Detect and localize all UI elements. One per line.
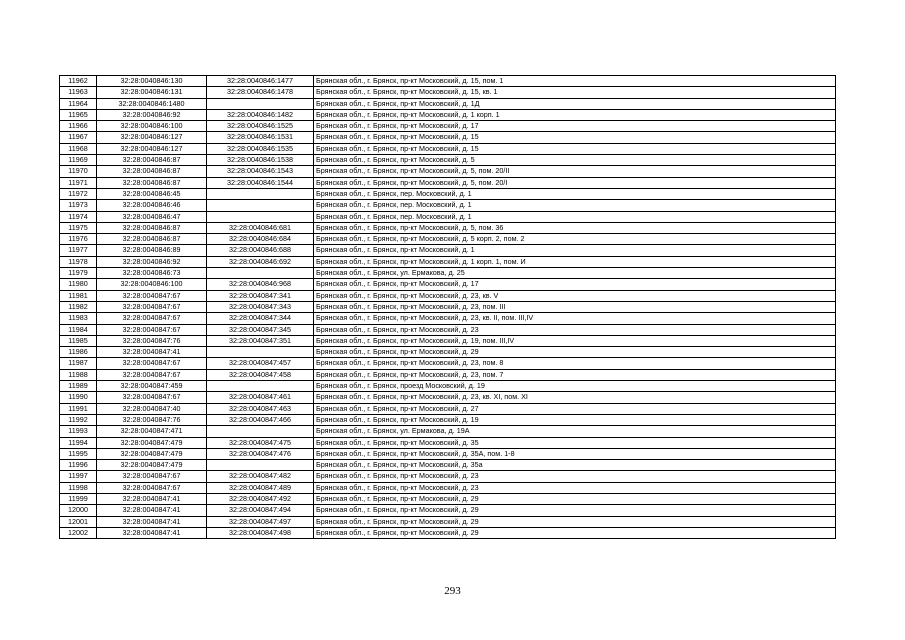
- address-cell: Брянская обл., г. Брянск, пр-кт Московский, д. 1Д: [314, 98, 836, 109]
- address-cell: Брянская обл., г. Брянск, пр-кт Московский, д. 1 корп. 1: [314, 109, 836, 120]
- table-row: [60, 369, 836, 380]
- table-row: [60, 290, 836, 301]
- object-cadastral-number-cell: [207, 460, 314, 471]
- address-cell: Брянская обл., г. Брянск, пер. Московский, д. 1: [314, 200, 836, 211]
- address-cell: Брянская обл., г. Брянск, пр-кт Московский, д. 29: [314, 527, 836, 538]
- parcel-cadastral-number-cell: 32:28:0040847:67: [97, 358, 207, 369]
- address-cell: Брянская обл., г. Брянск, пр-кт Московский, д. 1 корп. 1, пом. И: [314, 256, 836, 267]
- parcel-cadastral-number-cell: 32:28:0040847:41: [97, 516, 207, 527]
- parcel-cadastral-number-cell: 32:28:0040846:46: [97, 200, 207, 211]
- row-number-cell: 11996: [60, 460, 97, 471]
- object-cadastral-number-cell: 32:28:0040847:476: [207, 448, 314, 459]
- address-cell: Брянская обл., г. Брянск, пр-кт Московский, д. 19, пом. III,IV: [314, 335, 836, 346]
- row-number-cell: 11971: [60, 177, 97, 188]
- table-row: [60, 493, 836, 504]
- parcel-cadastral-number-cell: 32:28:0040847:67: [97, 392, 207, 403]
- parcel-cadastral-number-cell: 32:28:0040846:87: [97, 234, 207, 245]
- table-row: [60, 527, 836, 538]
- table-row: [60, 516, 836, 527]
- row-number-cell: 11964: [60, 98, 97, 109]
- object-cadastral-number-cell: 32:28:0040847:463: [207, 403, 314, 414]
- row-number-cell: 11998: [60, 482, 97, 493]
- address-cell: Брянская обл., г. Брянск, пр-кт Московский, д. 23, кв. II, пом. III,IV: [314, 313, 836, 324]
- parcel-cadastral-number-cell: 32:28:0040847:67: [97, 471, 207, 482]
- object-cadastral-number-cell: 32:28:0040846:1482: [207, 109, 314, 120]
- table-row: [60, 279, 836, 290]
- parcel-cadastral-number-cell: 32:28:0040846:127: [97, 132, 207, 143]
- parcel-cadastral-number-cell: 32:28:0040847:67: [97, 301, 207, 312]
- table-row: [60, 132, 836, 143]
- table-row: [60, 177, 836, 188]
- table-row: [60, 358, 836, 369]
- object-cadastral-number-cell: 32:28:0040846:968: [207, 279, 314, 290]
- address-cell: Брянская обл., г. Брянск, пр-кт Московский, д. 35А, пом. 1-8: [314, 448, 836, 459]
- object-cadastral-number-cell: 32:28:0040847:498: [207, 527, 314, 538]
- object-cadastral-number-cell: 32:28:0040846:1478: [207, 87, 314, 98]
- address-cell: Брянская обл., г. Брянск, пр-кт Московский, д. 23: [314, 324, 836, 335]
- address-cell: Брянская обл., г. Брянск, пр-кт Московский, д. 23, кв. V: [314, 290, 836, 301]
- address-cell: Брянская обл., г. Брянск, пр-кт Московский, д. 35а: [314, 460, 836, 471]
- row-number-cell: 11994: [60, 437, 97, 448]
- object-cadastral-number-cell: 32:28:0040847:466: [207, 414, 314, 425]
- table-row: [60, 109, 836, 120]
- address-cell: Брянская обл., г. Брянск, пер. Московский, д. 1: [314, 211, 836, 222]
- row-number-cell: 11978: [60, 256, 97, 267]
- object-cadastral-number-cell: 32:28:0040846:1525: [207, 121, 314, 132]
- row-number-cell: 11965: [60, 109, 97, 120]
- registry-table: [59, 75, 836, 539]
- row-number-cell: 11972: [60, 188, 97, 199]
- object-cadastral-number-cell: 32:28:0040846:1535: [207, 143, 314, 154]
- object-cadastral-number-cell: 32:28:0040846:1531: [207, 132, 314, 143]
- address-cell: Брянская обл., г. Брянск, пр-кт Московский, д. 15: [314, 143, 836, 154]
- row-number-cell: 11986: [60, 347, 97, 358]
- address-cell: Брянская обл., г. Брянск, пер. Московский, д. 1: [314, 188, 836, 199]
- address-cell: Брянская обл., г. Брянск, пр-кт Московский, д. 1: [314, 245, 836, 256]
- object-cadastral-number-cell: [207, 98, 314, 109]
- parcel-cadastral-number-cell: 32:28:0040846:92: [97, 109, 207, 120]
- parcel-cadastral-number-cell: 32:28:0040846:45: [97, 188, 207, 199]
- row-number-cell: 11976: [60, 234, 97, 245]
- parcel-cadastral-number-cell: 32:28:0040847:67: [97, 324, 207, 335]
- object-cadastral-number-cell: 32:28:0040846:684: [207, 234, 314, 245]
- row-number-cell: 12002: [60, 527, 97, 538]
- object-cadastral-number-cell: [207, 211, 314, 222]
- object-cadastral-number-cell: [207, 347, 314, 358]
- row-number-cell: 11977: [60, 245, 97, 256]
- row-number-cell: 11983: [60, 313, 97, 324]
- row-number-cell: 11988: [60, 369, 97, 380]
- table-row: [60, 268, 836, 279]
- address-cell: Брянская обл., г. Брянск, пр-кт Московский, д. 23: [314, 471, 836, 482]
- parcel-cadastral-number-cell: 32:28:0040847:67: [97, 290, 207, 301]
- address-cell: Брянская обл., г. Брянск, пр-кт Московский, д. 29: [314, 516, 836, 527]
- table-row: [60, 426, 836, 437]
- address-cell: Брянская обл., г. Брянск, пр-кт Московский, д. 23, кв. XI, пом. XI: [314, 392, 836, 403]
- address-cell: Брянская обл., г. Брянск, пр-кт Московский, д. 15: [314, 132, 836, 143]
- row-number-cell: 11979: [60, 268, 97, 279]
- row-number-cell: 11992: [60, 414, 97, 425]
- parcel-cadastral-number-cell: 32:28:0040846:87: [97, 166, 207, 177]
- row-number-cell: 11963: [60, 87, 97, 98]
- table-row: [60, 143, 836, 154]
- address-cell: Брянская обл., г. Брянск, ул. Ермакова, д. 25: [314, 268, 836, 279]
- object-cadastral-number-cell: 32:28:0040847:489: [207, 482, 314, 493]
- address-cell: Брянская обл., г. Брянск, пр-кт Московский, д. 5, пом. 36: [314, 222, 836, 233]
- object-cadastral-number-cell: 32:28:0040847:482: [207, 471, 314, 482]
- table-row: [60, 460, 836, 471]
- row-number-cell: 11975: [60, 222, 97, 233]
- table-row: [60, 211, 836, 222]
- parcel-cadastral-number-cell: 32:28:0040846:130: [97, 76, 207, 87]
- address-cell: Брянская обл., г. Брянск, пр-кт Московский, д. 5 корп. 2, пом. 2: [314, 234, 836, 245]
- address-cell: Брянская обл., г. Брянск, пр-кт Московский, д. 5, пом. 20/I: [314, 177, 836, 188]
- parcel-cadastral-number-cell: 32:28:0040847:41: [97, 505, 207, 516]
- table-row: [60, 121, 836, 132]
- row-number-cell: 11967: [60, 132, 97, 143]
- page-number: 293: [444, 585, 461, 597]
- object-cadastral-number-cell: 32:28:0040846:1538: [207, 155, 314, 166]
- parcel-cadastral-number-cell: 32:28:0040847:479: [97, 460, 207, 471]
- row-number-cell: 11974: [60, 211, 97, 222]
- object-cadastral-number-cell: [207, 188, 314, 199]
- address-cell: Брянская обл., г. Брянск, пр-кт Московский, д. 29: [314, 493, 836, 504]
- address-cell: Брянская обл., г. Брянск, пр-кт Московский, д. 23, пом. III: [314, 301, 836, 312]
- row-number-cell: 11970: [60, 166, 97, 177]
- parcel-cadastral-number-cell: 32:28:0040847:67: [97, 369, 207, 380]
- row-number-cell: 11995: [60, 448, 97, 459]
- row-number-cell: 11966: [60, 121, 97, 132]
- parcel-cadastral-number-cell: 32:28:0040847:41: [97, 527, 207, 538]
- object-cadastral-number-cell: [207, 268, 314, 279]
- row-number-cell: 11981: [60, 290, 97, 301]
- object-cadastral-number-cell: 32:28:0040846:692: [207, 256, 314, 267]
- table-row: [60, 335, 836, 346]
- table-row: [60, 76, 836, 87]
- table-row: [60, 256, 836, 267]
- parcel-cadastral-number-cell: 32:28:0040846:87: [97, 222, 207, 233]
- table-row: [60, 437, 836, 448]
- object-cadastral-number-cell: 32:28:0040846:1477: [207, 76, 314, 87]
- table-row: [60, 403, 836, 414]
- object-cadastral-number-cell: 32:28:0040846:1543: [207, 166, 314, 177]
- table-row: [60, 234, 836, 245]
- parcel-cadastral-number-cell: 32:28:0040846:89: [97, 245, 207, 256]
- object-cadastral-number-cell: 32:28:0040846:1544: [207, 177, 314, 188]
- table-row: [60, 155, 836, 166]
- row-number-cell: 11973: [60, 200, 97, 211]
- table-row: [60, 482, 836, 493]
- table-row: [60, 98, 836, 109]
- address-cell: Брянская обл., г. Брянск, пр-кт Московский, д. 15, кв. 1: [314, 87, 836, 98]
- row-number-cell: 11980: [60, 279, 97, 290]
- row-number-cell: 11962: [60, 76, 97, 87]
- row-number-cell: 11985: [60, 335, 97, 346]
- parcel-cadastral-number-cell: 32:28:0040847:471: [97, 426, 207, 437]
- row-number-cell: 11982: [60, 301, 97, 312]
- parcel-cadastral-number-cell: 32:28:0040846:92: [97, 256, 207, 267]
- row-number-cell: 11969: [60, 155, 97, 166]
- address-cell: Брянская обл., г. Брянск, пр-кт Московский, д. 5: [314, 155, 836, 166]
- object-cadastral-number-cell: [207, 426, 314, 437]
- table-row: [60, 414, 836, 425]
- row-number-cell: 11968: [60, 143, 97, 154]
- object-cadastral-number-cell: 32:28:0040847:351: [207, 335, 314, 346]
- parcel-cadastral-number-cell: 32:28:0040847:67: [97, 482, 207, 493]
- object-cadastral-number-cell: 32:28:0040847:497: [207, 516, 314, 527]
- row-number-cell: 11984: [60, 324, 97, 335]
- address-cell: Брянская обл., г. Брянск, пр-кт Московский, д. 23, пом. 7: [314, 369, 836, 380]
- table-row: [60, 222, 836, 233]
- table-row: [60, 188, 836, 199]
- table-row: [60, 87, 836, 98]
- parcel-cadastral-number-cell: 32:28:0040846:100: [97, 279, 207, 290]
- table-row: [60, 392, 836, 403]
- object-cadastral-number-cell: 32:28:0040847:345: [207, 324, 314, 335]
- parcel-cadastral-number-cell: 32:28:0040847:76: [97, 414, 207, 425]
- parcel-cadastral-number-cell: 32:28:0040847:41: [97, 493, 207, 504]
- object-cadastral-number-cell: 32:28:0040847:343: [207, 301, 314, 312]
- parcel-cadastral-number-cell: 32:28:0040846:127: [97, 143, 207, 154]
- row-number-cell: 11990: [60, 392, 97, 403]
- table-row: [60, 301, 836, 312]
- table-row: [60, 347, 836, 358]
- address-cell: Брянская обл., г. Брянск, пр-кт Московский, д. 15, пом. 1: [314, 76, 836, 87]
- address-cell: Брянская обл., г. Брянск, пр-кт Московский, д. 29: [314, 505, 836, 516]
- object-cadastral-number-cell: 32:28:0040847:461: [207, 392, 314, 403]
- object-cadastral-number-cell: 32:28:0040847:457: [207, 358, 314, 369]
- parcel-cadastral-number-cell: 32:28:0040847:67: [97, 313, 207, 324]
- table-row: [60, 471, 836, 482]
- object-cadastral-number-cell: [207, 200, 314, 211]
- object-cadastral-number-cell: 32:28:0040847:344: [207, 313, 314, 324]
- table-row: [60, 313, 836, 324]
- address-cell: Брянская обл., г. Брянск, пр-кт Московский, д. 23: [314, 482, 836, 493]
- parcel-cadastral-number-cell: 32:28:0040846:1480: [97, 98, 207, 109]
- parcel-cadastral-number-cell: 32:28:0040847:76: [97, 335, 207, 346]
- row-number-cell: 11991: [60, 403, 97, 414]
- registry-table-body: [60, 76, 836, 539]
- object-cadastral-number-cell: 32:28:0040847:475: [207, 437, 314, 448]
- address-cell: Брянская обл., г. Брянск, пр-кт Московский, д. 17: [314, 279, 836, 290]
- address-cell: Брянская обл., г. Брянск, пр-кт Московский, д. 35: [314, 437, 836, 448]
- parcel-cadastral-number-cell: 32:28:0040846:100: [97, 121, 207, 132]
- address-cell: Брянская обл., г. Брянск, проезд Московский, д. 19: [314, 381, 836, 392]
- parcel-cadastral-number-cell: 32:28:0040846:47: [97, 211, 207, 222]
- parcel-cadastral-number-cell: 32:28:0040847:41: [97, 347, 207, 358]
- address-cell: Брянская обл., г. Брянск, пр-кт Московский, д. 27: [314, 403, 836, 414]
- parcel-cadastral-number-cell: 32:28:0040846:87: [97, 155, 207, 166]
- row-number-cell: 12000: [60, 505, 97, 516]
- table-row: [60, 505, 836, 516]
- address-cell: Брянская обл., г. Брянск, ул. Ермакова, д. 19А: [314, 426, 836, 437]
- parcel-cadastral-number-cell: 32:28:0040847:459: [97, 381, 207, 392]
- row-number-cell: 11997: [60, 471, 97, 482]
- row-number-cell: 11989: [60, 381, 97, 392]
- row-number-cell: 12001: [60, 516, 97, 527]
- object-cadastral-number-cell: 32:28:0040847:492: [207, 493, 314, 504]
- row-number-cell: 11999: [60, 493, 97, 504]
- object-cadastral-number-cell: 32:28:0040846:688: [207, 245, 314, 256]
- table-row: [60, 245, 836, 256]
- parcel-cadastral-number-cell: 32:28:0040847:479: [97, 437, 207, 448]
- parcel-cadastral-number-cell: 32:28:0040847:479: [97, 448, 207, 459]
- parcel-cadastral-number-cell: 32:28:0040846:131: [97, 87, 207, 98]
- object-cadastral-number-cell: 32:28:0040846:681: [207, 222, 314, 233]
- parcel-cadastral-number-cell: 32:28:0040846:73: [97, 268, 207, 279]
- object-cadastral-number-cell: [207, 381, 314, 392]
- row-number-cell: 11987: [60, 358, 97, 369]
- address-cell: Брянская обл., г. Брянск, пр-кт Московский, д. 23, пом. 8: [314, 358, 836, 369]
- row-number-cell: 11993: [60, 426, 97, 437]
- table-row: [60, 166, 836, 177]
- address-cell: Брянская обл., г. Брянск, пр-кт Московский, д. 17: [314, 121, 836, 132]
- object-cadastral-number-cell: 32:28:0040847:494: [207, 505, 314, 516]
- parcel-cadastral-number-cell: 32:28:0040846:87: [97, 177, 207, 188]
- table-row: [60, 381, 836, 392]
- parcel-cadastral-number-cell: 32:28:0040847:40: [97, 403, 207, 414]
- address-cell: Брянская обл., г. Брянск, пр-кт Московский, д. 19: [314, 414, 836, 425]
- table-row: [60, 324, 836, 335]
- address-cell: Брянская обл., г. Брянск, пр-кт Московский, д. 29: [314, 347, 836, 358]
- object-cadastral-number-cell: 32:28:0040847:341: [207, 290, 314, 301]
- object-cadastral-number-cell: 32:28:0040847:458: [207, 369, 314, 380]
- address-cell: Брянская обл., г. Брянск, пр-кт Московский, д. 5, пом. 20/II: [314, 166, 836, 177]
- table-row: [60, 448, 836, 459]
- table-row: [60, 200, 836, 211]
